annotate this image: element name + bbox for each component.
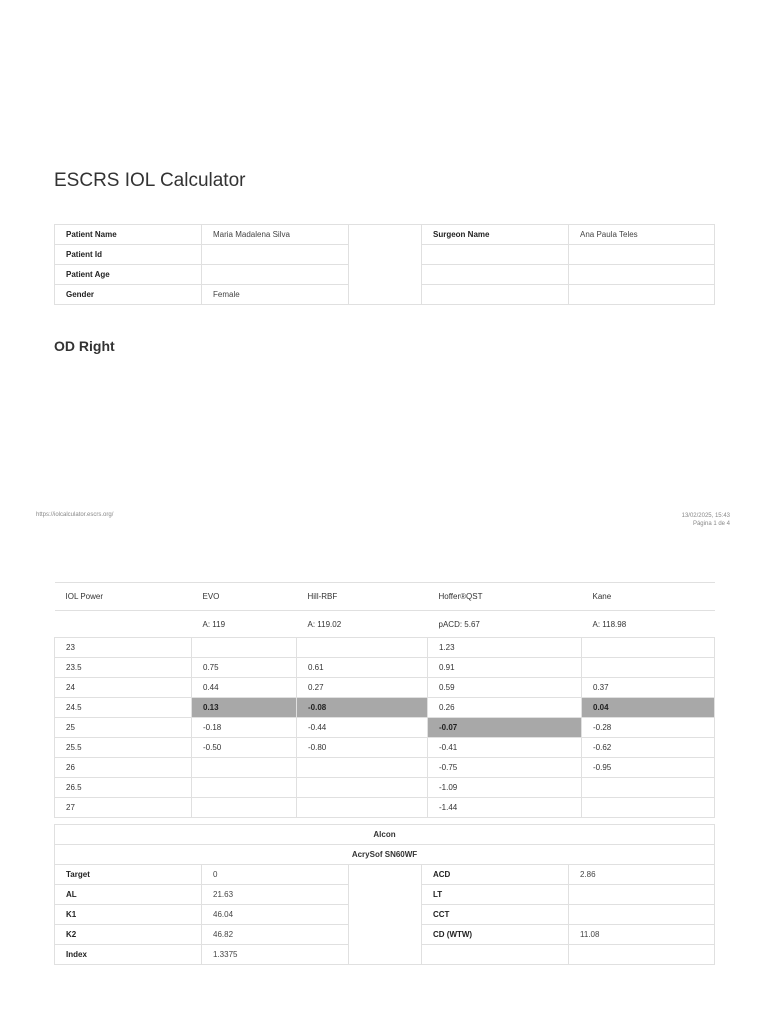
acd-value: 2.86 xyxy=(569,865,715,885)
cell-hoffer-qst: -0.07 xyxy=(428,718,582,738)
cell-evo xyxy=(192,638,297,658)
table-row xyxy=(55,758,715,778)
constant-evo: A: 119 xyxy=(192,611,297,638)
cell-hill-rbf xyxy=(297,758,428,778)
patient-age-label: Patient Age xyxy=(55,265,202,285)
cell-evo xyxy=(192,758,297,778)
empty-cell xyxy=(569,285,715,305)
cell-hoffer-qst: -1.09 xyxy=(428,778,582,798)
cell-hill-rbf: 0.27 xyxy=(297,678,428,698)
lt-value xyxy=(569,885,715,905)
cell-hill-rbf xyxy=(297,638,428,658)
table-row xyxy=(55,658,715,678)
table-row xyxy=(55,718,715,738)
empty-cell xyxy=(569,945,715,965)
cell-kane: 0.04 xyxy=(582,698,715,718)
surgeon-name-label: Surgeon Name xyxy=(422,225,569,245)
cell-hill-rbf xyxy=(297,798,428,818)
constant-hill-rbf: A: 119.02 xyxy=(297,611,428,638)
cell-hoffer-qst: 1.23 xyxy=(428,638,582,658)
cell-kane xyxy=(582,798,715,818)
cell-kane: -0.62 xyxy=(582,738,715,758)
cell-iol-power: 26.5 xyxy=(55,778,192,798)
cell-kane xyxy=(582,638,715,658)
empty-cell xyxy=(422,945,569,965)
k2-value: 46.82 xyxy=(202,925,349,945)
table-row xyxy=(55,678,715,698)
cell-hoffer-qst: 0.59 xyxy=(428,678,582,698)
spacer-cell xyxy=(349,865,422,965)
spacer-cell xyxy=(349,225,422,305)
cell-evo: 0.13 xyxy=(192,698,297,718)
table-header-row xyxy=(55,583,715,611)
cell-iol-power: 25.5 xyxy=(55,738,192,758)
cct-label: CCT xyxy=(422,905,569,925)
k1-value: 46.04 xyxy=(202,905,349,925)
footer-date-page xyxy=(682,512,730,528)
cell-evo xyxy=(192,798,297,818)
cell-hoffer-qst: -1.44 xyxy=(428,798,582,818)
index-label: Index xyxy=(55,945,202,965)
cell-kane xyxy=(582,658,715,678)
empty-cell xyxy=(422,265,569,285)
cell-iol-power: 23.5 xyxy=(55,658,192,678)
cell-kane: -0.95 xyxy=(582,758,715,778)
cell-hill-rbf xyxy=(297,778,428,798)
page-title: ESCRS IOL Calculator xyxy=(54,170,246,191)
target-label: Target xyxy=(55,865,202,885)
footer-url[interactable]: https://iolcalculator.escrs.org/ xyxy=(36,512,114,518)
cell-kane: -0.28 xyxy=(582,718,715,738)
cell-evo: -0.18 xyxy=(192,718,297,738)
cell-iol-power: 24 xyxy=(55,678,192,698)
lt-label: LT xyxy=(422,885,569,905)
constants-row xyxy=(55,611,715,638)
cell-hill-rbf: 0.61 xyxy=(297,658,428,678)
cell-iol-power: 24.5 xyxy=(55,698,192,718)
target-value: 0 xyxy=(202,865,349,885)
cell-hill-rbf: -0.44 xyxy=(297,718,428,738)
patient-name-label: Patient Name xyxy=(55,225,202,245)
cell-hoffer-qst: -0.41 xyxy=(428,738,582,758)
empty-cell xyxy=(422,245,569,265)
cell-kane: 0.37 xyxy=(582,678,715,698)
footer-date: 13/02/2025, 15:43 xyxy=(681,513,730,519)
empty-cell xyxy=(422,285,569,305)
al-value: 21.63 xyxy=(202,885,349,905)
patient-age-value xyxy=(202,265,349,285)
empty-cell xyxy=(569,245,715,265)
k1-label: K1 xyxy=(55,905,202,925)
patient-name-value: Maria Madalena Silva xyxy=(202,225,349,245)
cd-wtw-label: CD (WTW) xyxy=(422,925,569,945)
table-row xyxy=(55,865,715,885)
col-header-evo: EVO xyxy=(192,583,297,611)
constant-kane: A: 118.98 xyxy=(582,611,715,638)
cell-iol-power: 23 xyxy=(55,638,192,658)
lens-biometry-table xyxy=(54,824,715,965)
table-row xyxy=(55,845,715,865)
al-label: AL xyxy=(55,885,202,905)
constant-hoffer-qst: pACD: 5.67 xyxy=(428,611,582,638)
cell-iol-power: 25 xyxy=(55,718,192,738)
iol-power-table xyxy=(54,582,715,818)
patient-id-value xyxy=(202,245,349,265)
col-header-hill-rbf: Hill-RBF xyxy=(297,583,428,611)
cell-evo xyxy=(192,778,297,798)
cell-evo: 0.44 xyxy=(192,678,297,698)
gender-label: Gender xyxy=(55,285,202,305)
cell-hoffer-qst: -0.75 xyxy=(428,758,582,778)
cell-hill-rbf: -0.80 xyxy=(297,738,428,758)
cell-hoffer-qst: 0.26 xyxy=(428,698,582,718)
cct-value xyxy=(569,905,715,925)
col-header-iol-power: IOL Power xyxy=(55,583,192,611)
col-header-kane: Kane xyxy=(582,583,715,611)
table-row xyxy=(55,638,715,658)
table-row xyxy=(55,698,715,718)
index-value: 1.3375 xyxy=(202,945,349,965)
table-row xyxy=(55,225,715,245)
table-row xyxy=(55,798,715,818)
patient-id-label: Patient Id xyxy=(55,245,202,265)
lens-model: AcrySof SN60WF xyxy=(55,845,715,865)
section-title: OD Right xyxy=(54,338,115,354)
cell-kane xyxy=(582,778,715,798)
cell-hill-rbf: -0.08 xyxy=(297,698,428,718)
cell-evo: 0.75 xyxy=(192,658,297,678)
patient-info-table xyxy=(54,224,715,305)
footer-page: Página 1 de 4 xyxy=(692,521,730,527)
gender-value: Female xyxy=(202,285,349,305)
table-row xyxy=(55,738,715,758)
table-row xyxy=(55,778,715,798)
cell-iol-power: 27 xyxy=(55,798,192,818)
cd-wtw-value: 11.08 xyxy=(569,925,715,945)
acd-label: ACD xyxy=(422,865,569,885)
k2-label: K2 xyxy=(55,925,202,945)
cell-hoffer-qst: 0.91 xyxy=(428,658,582,678)
surgeon-name-value: Ana Paula Teles xyxy=(569,225,715,245)
cell-evo: -0.50 xyxy=(192,738,297,758)
col-header-hoffer-qst: Hoffer®QST xyxy=(428,583,582,611)
lens-manufacturer: Alcon xyxy=(55,825,715,845)
empty-cell xyxy=(569,265,715,285)
constant-iol-power xyxy=(55,611,192,638)
cell-iol-power: 26 xyxy=(55,758,192,778)
table-row xyxy=(55,825,715,845)
